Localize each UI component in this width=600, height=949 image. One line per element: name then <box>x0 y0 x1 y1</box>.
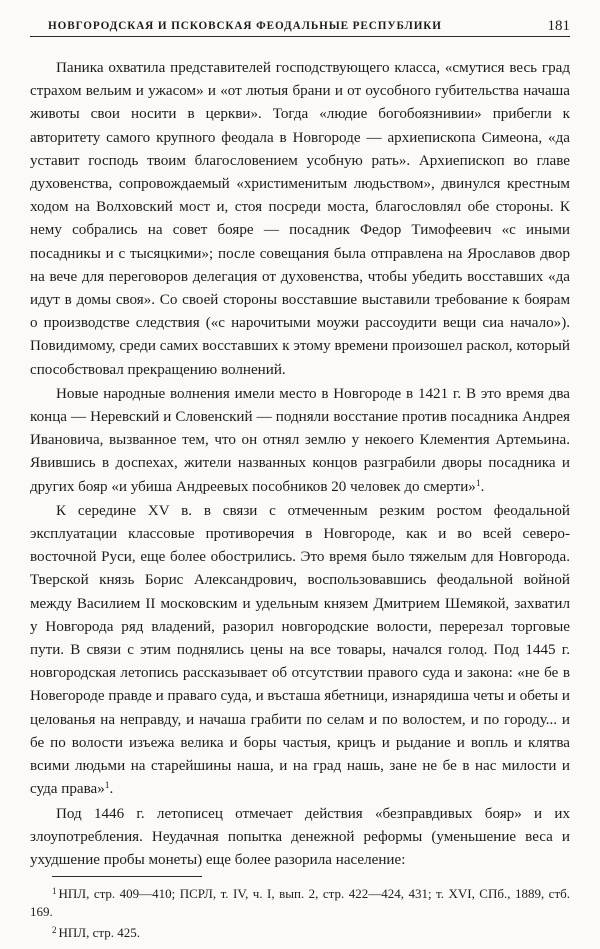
footnote <box>30 921 570 942</box>
footnote-text: НПЛ, стр. 409—410; ПСРЛ, т. IV, ч. I, вып. 2, стр. 422—424, 431; т. XVI, СПб., 1889, стб. 169. <box>30 886 570 920</box>
footnote-divider <box>52 876 202 877</box>
footnote-mark: 2 <box>52 925 57 936</box>
paragraph-text: Под 1446 г. летописец отмечает действия «безправдивых бояр» и их злоупотребления. Неудачная попытка денежной реформы (уменьшение веса и ухудшение пробы монеты) еще более разорила население: <box>30 805 570 868</box>
footnote-ref: 1 <box>104 781 110 792</box>
page-header <box>30 14 570 37</box>
paragraph: Новые народные волнения имели место в Новгороде в 1421 г. В это время два конца — Неревский и Словенский — подняли восстание против посадника Андрея Ивановича, вызванное тем, что он отнял землю у некоего Клементия Артемьина. Явившись в доспехах, жители названных концов разграбили дворы посадника и других бояр «и убиша Андреевых пособников 20 человек до смерти»$^1$. <box>30 385 570 495</box>
footnotes <box>30 882 570 942</box>
footnote-ref: 1 <box>475 478 481 489</box>
main-text <box>30 57 570 872</box>
footnote <box>30 882 570 921</box>
footnote-mark: 1 <box>52 886 57 897</box>
paragraph-text: Паника охватила представителей господствующего класса, «смутися весь град страхом вельим и ужасом» и «от лютыя брани и от оусобного губительства начаша животы свои носити в церкви». Тогда «людие богобоязнивии» прибегли к авторитету самого крупного феодала в Новгороде — архиепископа Симеона, «да уставит господь твоим благословением усобную рать». Архиепископ во главе духовенства, сопровождаемый «христименитым людьством», двинулся крестным ходом на Волховский мост и, стоя посреди моста, благословлял обе стороны. К нему собрались на совет бояре — посадник Федор Тимофеевич «с иными посадникы и с тысяцкими»; после совещания была отправлена на Ярославов двор на вече для переговоров делегация от духовенства, чтобы убедить восставших «да идут в домы своя». Со своей стороны восставшие выставили требование к боярам о производстве следствия («с нарочитыми моужи рассоудити вещи сиа начало»). Повидимому, среди самих восставших к этому времени произошел раскол, который способствовал прекращению волнений. <box>30 60 570 378</box>
paragraph-text: К середине XV в. в связи с отмеченным резким ростом феодальной эксплуатации классовые противоречия в Новгороде, как и во всей северо-восточной Руси, еще более обострились. Это время было тяжелым для Новгорода. Тверской князь Борис Александрович, воспользовавшись феодальной войной между Василием II московским и удельным князем Дмитрием Шемякой, захватил у Новгорода ряд владений, разорил новгородские волости, перерезал торговые пути. В связи с этим поднялись цены на все товары, начался голод. Под 1445 г. новгородская летопись рассказывает об отсутствии правого суда и закона: «не бе в Новегороде правде и праваго суда, и въсташа ябетници, изнарядиша четы и обеты и целованья на неправду, и начаша грабити по селам и по волостем, и по городу... и бе по волости изъежа велика и боры частыя, крицъ и рыдание и вопль и клятва всими людьми на старейшины наша, и на град нашь, зане не бе в нас милости и суда права» <box>30 502 570 798</box>
paragraph: К середине XV в. в связи с отмеченным резким ростом феодальной эксплуатации классовые противоречия в Новгороде, как и во всей северо-восточной Руси, еще более обострились. Это время было тяжелым для Новгорода. Тверской князь Борис Александрович, воспользовавшись феодальной войной между Василием II московским и удельным князем Дмитрием Шемякой, захватил у Новгорода ряд владений, разорил новгородские волости, перерезал торговые пути. В связи с этим поднялись цены на все товары, начался голод. Под 1445 г. новгородская летопись рассказывает об отсутствии правого суда и закона: «не бе в Новегороде правде и праваго суда, и въсташа ябетници, изнарядиша четы и обеты и целованья на неправду, и начаша грабити по селам и по волостем, и по городу... и бе по волости изъежа велика и боры частыя, крицъ и рыдание и вопль и клятва всими людьми на старейшины наша, и на град нашь, зане не бе в нас милости и суда права»$^1$. <box>30 502 570 798</box>
paragraph-text: Новые народные волнения имели место в Новгороде в 1421 г. В это время два конца — Неревский и Словенский — подняли восстание против посадника Андрея Ивановича, вызванное тем, что он отнял землю у некоего Клементия Артемьина. Явившись в доспехах, жители названных концов разграбили дворы посадника и других бояр «и убиша Андреевых пособников 20 человек до смерти» <box>30 385 570 495</box>
paragraph <box>30 803 570 873</box>
paragraph <box>30 57 570 382</box>
page-number: 181 <box>547 18 570 34</box>
running-head: НОВГОРОДСКАЯ И ПСКОВСКАЯ ФЕОДАЛЬНЫЕ РЕСПУБЛИКИ <box>48 20 442 32</box>
footnote-text: НПЛ, стр. 425. <box>58 925 140 941</box>
